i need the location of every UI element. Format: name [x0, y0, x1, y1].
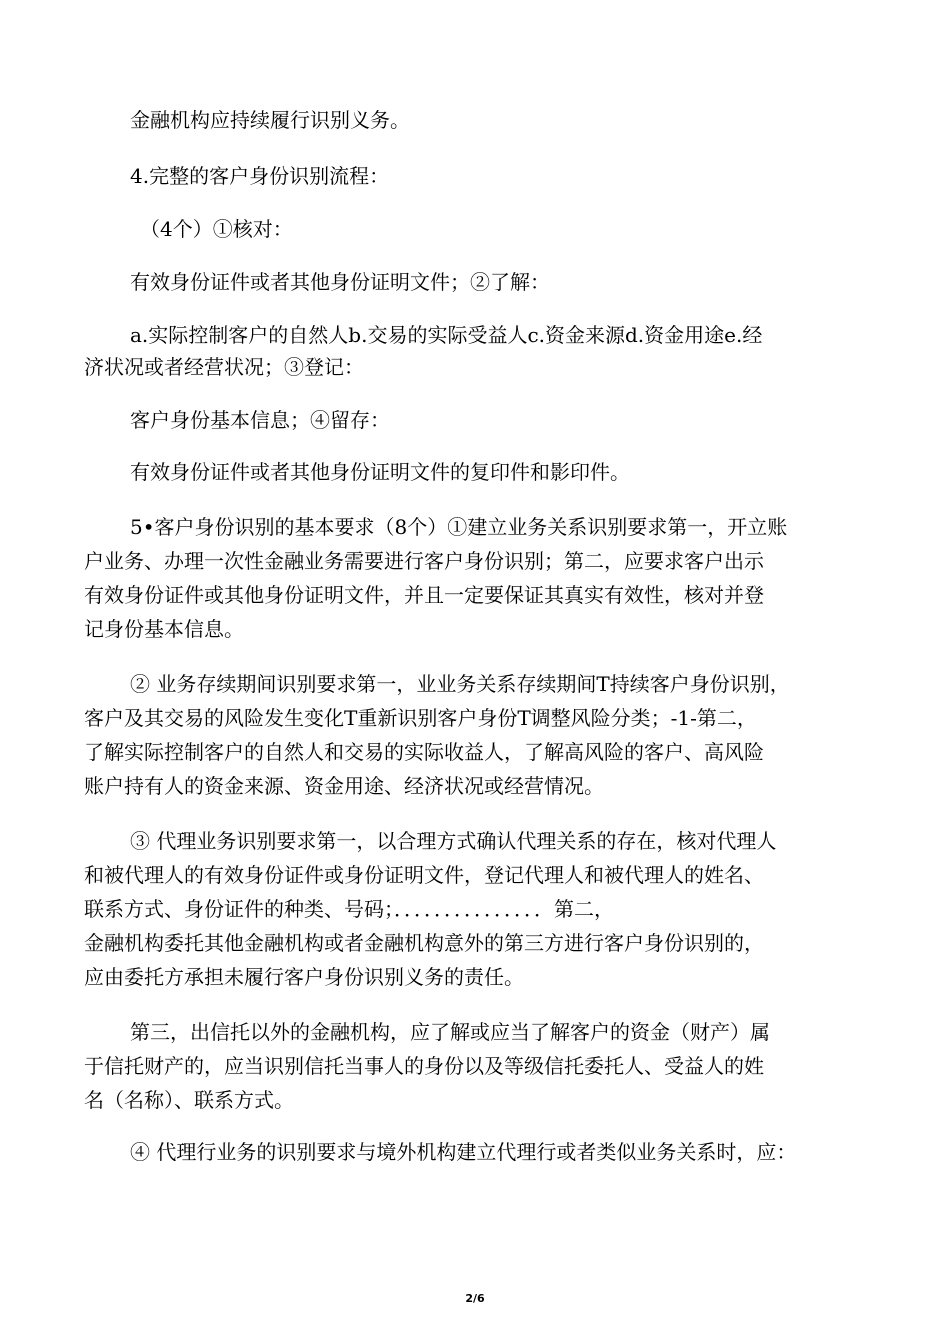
text-line: 和被代理人的有效身份证件或身份证明文件，登记代理人和被代理人的姓名、 [84, 863, 764, 887]
text-line: 第三，出信托以外的金融机构，应了解或应当了解客户的资金（财产）属 [130, 1020, 770, 1044]
text-line: 了解实际控制客户的自然人和交易的实际收益人，了解高风险的客户、高风险 [84, 740, 764, 764]
text-line: 户业务、办理一次性金融业务需要进行客户身份识别；第二，应要求客户出示 [84, 549, 764, 573]
text-line: ③ 代理业务识别要求第一，以合理方式确认代理关系的存在，核对代理人 [130, 829, 777, 853]
text-line: 应由委托方承担未履行客户身份识别义务的责任。 [84, 965, 524, 989]
text-line: 名（名称）、联系方式。 [84, 1088, 294, 1112]
page-number: 2/6 [465, 1292, 485, 1305]
text-line: a.实际控制客户的自然人b.交易的实际受益人c.资金来源d.资金用途e.经 [130, 323, 763, 347]
text-line: 有效身份证件或者其他身份证明文件的复印件和影印件。 [130, 460, 630, 484]
text-line: 于信托财产的，应当识别信托当事人的身份以及等级信托委托人、受益人的姓 [84, 1054, 764, 1078]
text-line: 有效身份证件或者其他身份证明文件；②了解： [130, 270, 550, 294]
text-line: 账户持有人的资金来源、资金用途、经济状况或经营情况。 [84, 774, 604, 798]
text-line: ② 业务存续期间识别要求第一，业业务关系存续期间T持续客户身份识别， [130, 672, 790, 696]
text-line: ④ 代理行业务的识别要求与境外机构建立代理行或者类似业务关系时，应： [130, 1140, 797, 1164]
text-line: 金融机构委托其他金融机构或者金融机构意外的第三方进行客户身份识别的， [84, 931, 764, 955]
text-line: 5•客户身份识别的基本要求（8个）①建立业务关系识别要求第一，开立账 [130, 515, 788, 539]
text-line: 记身份基本信息。 [84, 617, 244, 641]
text-line: 客户身份基本信息；④留存： [130, 408, 390, 432]
text-line: 有效身份证件或其他身份证明文件，并且一定要保证其真实有效性，核对并登 [84, 583, 764, 607]
text-line: 济状况或者经营状况；③登记： [84, 355, 364, 379]
text-line: 金融机构应持续履行识别义务。 [130, 108, 410, 132]
text-line: （4个）①核对： [140, 217, 293, 241]
text-line: 联系方式、身份证件的种类、号码；．．．．．．．．．．．．．．．第二， [84, 897, 614, 921]
text-line: 4.完整的客户身份识别流程： [130, 164, 390, 188]
text-line: 客户及其交易的风险发生变化T重新识别客户身份T调整风险分类；-1-第二， [84, 706, 757, 730]
